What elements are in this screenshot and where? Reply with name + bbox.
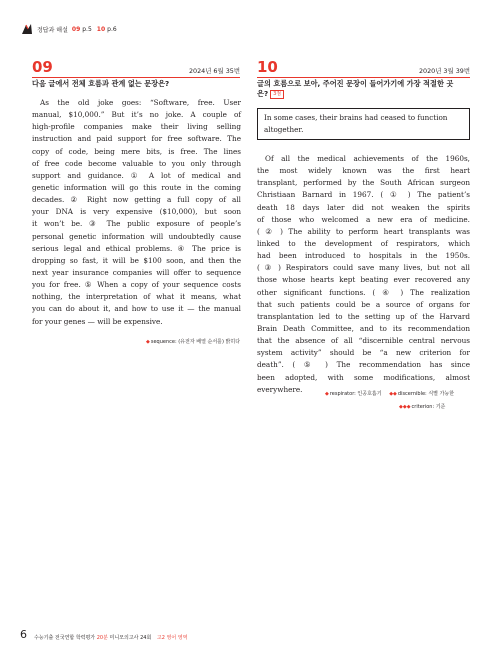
passage-line: for your genes — will be expensive. xyxy=(32,316,163,326)
page-header xyxy=(20,22,117,36)
passage-09 xyxy=(32,97,241,328)
header-label: 정답과 해설 xyxy=(37,26,68,34)
passage-line: ( ③ ) Respirators could save many lives, but not all xyxy=(257,263,470,273)
passage-line: genetic information will go this route in the coming xyxy=(32,182,241,192)
passage-line: support and guidance. ① A lot of medical and xyxy=(32,170,241,180)
page-footer: 수능기출 전국연합 학력평가 20분 미니모의고사 24회 고2 영어 영역 xyxy=(34,635,188,641)
given-sentence-line: In some cases, their brains had ceased to function xyxy=(264,113,448,122)
passage-line: Brain Death Committee, and to its recommendation xyxy=(257,323,470,333)
passage-line: instruction and paid support for free software. The xyxy=(32,134,241,144)
points-badge: 3점 xyxy=(270,90,284,99)
book-logo-icon xyxy=(20,22,34,36)
passage-line: other significant functions. ( ④ ) The realization xyxy=(257,287,470,297)
vocab-note: ◆◆◆criterion: 기준 xyxy=(399,404,446,410)
passage-line: of those who welcomed a new era of medicine. xyxy=(257,214,470,224)
passage-line: you for free. ⑤ When a copy of your sequence costs xyxy=(32,280,241,290)
passage-line: personal genetic information will undoubtedly cause xyxy=(32,231,241,241)
header-page2: p.6 xyxy=(107,25,117,33)
passage-line: been adopted, with some modifications, almost xyxy=(257,372,470,382)
passage-line: manual, $10,000.” But it’s no joke. A couple of xyxy=(32,110,241,120)
header-ref1: 09 xyxy=(71,25,81,33)
question-number: 09 xyxy=(32,58,53,76)
passage-line: serious legal and ethical problems. ④ The price is xyxy=(32,243,241,253)
given-sentence-line: altogether. xyxy=(264,125,304,134)
vocab-note: ◆respirator: 인공호흡기 ◆◆discernible: 식별 가능한 xyxy=(325,391,455,397)
passage-line: the most widely known was the first heart xyxy=(257,166,470,176)
header-ref2: 10 xyxy=(96,25,106,33)
question-source: 2020년 3월 39번 xyxy=(418,67,470,75)
passage-line: that such patients could be a source of organs for xyxy=(257,299,470,309)
page-number: 6 xyxy=(20,628,27,641)
passage-line: ( ② ) The ability to perform heart transplants was xyxy=(257,226,470,236)
passage-line: nothing, the interpretation of what it means, what xyxy=(32,292,241,302)
passage-line: that the absence of all “discernible central nervous xyxy=(257,336,470,346)
passage-line: you can do about it, and how to use it — the manual xyxy=(32,304,241,314)
divider xyxy=(32,77,240,78)
passage-line: your DNA is very expensive ($10,000), but soon xyxy=(32,207,241,217)
passage-line: Of all the medical achievements of the 1960s, xyxy=(265,154,470,163)
passage-line: of free code become valuable to you only through xyxy=(32,158,241,168)
passage-line: system activity” should be “a new criterion for xyxy=(257,348,470,358)
passage-line: copy of code, being mere bits, is free. The lines xyxy=(32,146,241,156)
passage-line: those whose hearts kept beating ever recovered any xyxy=(257,275,470,285)
diamond-icon: ◆ xyxy=(146,339,150,345)
passage-line: Christiaan Barnard in 1967. ( ① ) The patient’s xyxy=(257,190,470,200)
question-source: 2024년 6월 35번 xyxy=(188,67,240,75)
passage-line: decades. ② Right now getting a full copy of all xyxy=(32,195,241,205)
header-page1: p.5 xyxy=(82,25,92,33)
passage-line: transplant, performed by the South African surgeon xyxy=(257,178,470,188)
passage-line: it won’t be. ③ The public exposure of people’s xyxy=(32,219,241,229)
passage-line: As the old joke goes: “Software, free. User xyxy=(40,98,241,107)
passage-line: had been introduced to hospitals in the 1950s. xyxy=(257,251,470,261)
passage-line: linked to the development of respirators, which xyxy=(257,238,470,248)
passage-line: next year insurance companies will offer to sequence xyxy=(32,267,241,277)
diamond-icon: ◆◆◆ xyxy=(399,404,411,410)
diamond-icon: ◆ xyxy=(325,391,329,397)
vocab-note: ◆sequence: (유전자 배열 순서를) 밝히다 xyxy=(146,339,241,345)
passage-line: death”. ( ⑤ ) The recommendation has since xyxy=(257,360,470,370)
passage-line: transplantation led to the setting up of the Harvard xyxy=(257,311,470,321)
question-title: 다음 글에서 전체 흐름과 관계 없는 문장은? xyxy=(32,79,170,88)
given-sentence-box xyxy=(257,108,470,140)
diamond-icon: ◆◆ xyxy=(389,391,397,397)
passage-10 xyxy=(257,153,470,396)
divider xyxy=(257,77,470,78)
passage-line: everywhere. xyxy=(257,384,303,394)
question-title: 글의 흐름으로 보아, 주어진 문장이 들어가기에 가장 적절한 곳 은? 3점 xyxy=(257,79,454,98)
passage-line: high-profile companies make their living selling xyxy=(32,122,241,132)
question-number: 10 xyxy=(257,58,278,76)
passage-line: dropping so fast, it will be $100 soon, and then the xyxy=(32,255,241,265)
passage-line: death 18 days later did not weaken the spirits xyxy=(257,202,470,212)
